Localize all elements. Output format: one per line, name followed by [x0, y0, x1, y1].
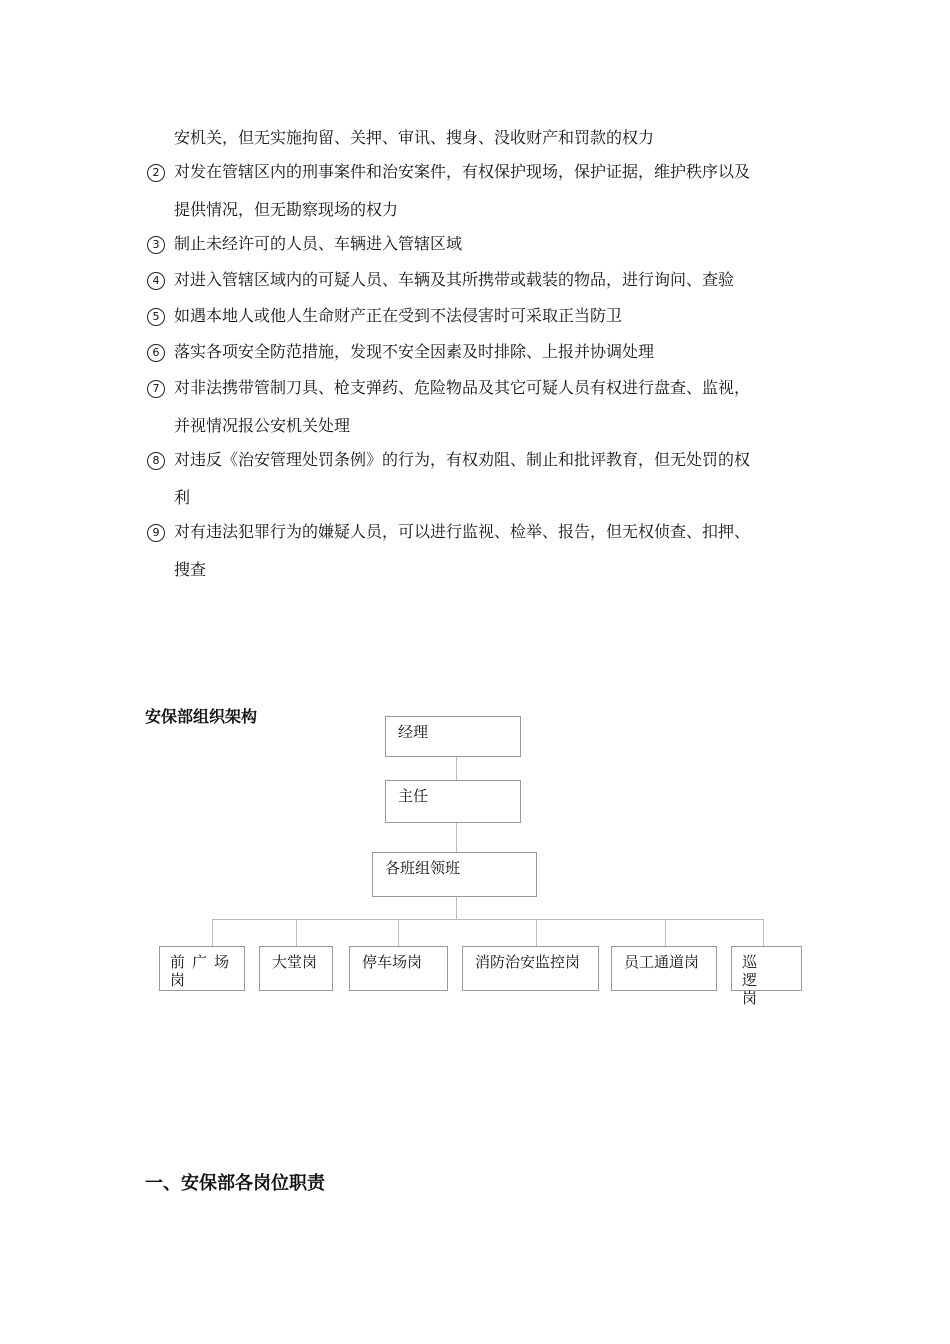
org-node-director: 主任 [385, 780, 521, 823]
org-node-lobby-post: 大堂岗 [259, 946, 333, 991]
list-item-text: 对发在管辖区内的刑事案件和治安案件，有权保护现场，保护证据，维护秩序以及 [174, 162, 751, 181]
connector-line [296, 919, 297, 946]
org-node-staff-passage-post: 员工通道岗 [611, 946, 717, 991]
connector-line [763, 919, 764, 946]
item-number: 7 [147, 380, 165, 398]
continuation-text: 安机关，但无实施拘留、关押、审讯、搜身、没收财产和罚款的权力 [174, 128, 655, 147]
org-node-parking-post: 停车场岗 [349, 946, 448, 991]
list-item-text: 利 [174, 488, 191, 507]
item-number: 4 [147, 272, 165, 290]
section-heading: 一、安保部各岗位职责 [145, 1173, 325, 1194]
connector-line [212, 919, 213, 946]
list-item-text: 落实各项安全防范措施，发现不安全因素及时排除、上报并协调处理 [174, 342, 655, 361]
org-node-team-leader: 各班组领班 [372, 852, 537, 897]
item-number: 2 [147, 164, 165, 182]
connector-line [456, 896, 457, 919]
list-item-text: 对违反《治安管理处罚条例》的行为，有权劝阻、制止和批评教育，但无处罚的权 [174, 450, 751, 469]
item-number: 3 [147, 236, 165, 254]
org-node-manager: 经理 [385, 716, 521, 757]
connector-line [536, 919, 537, 946]
list-item-text: 搜查 [174, 560, 207, 579]
list-item-text: 对有违法犯罪行为的嫌疑人员，可以进行监视、检举、报告，但无权侦查、扣押、 [174, 522, 751, 541]
item-number: 5 [147, 308, 165, 326]
connector-line [212, 919, 763, 920]
org-node-fire-security-monitoring-post: 消防治安监控岗 [462, 946, 599, 991]
org-node-front-plaza-post: 前广场岗 [159, 946, 245, 991]
list-item-text: 并视情况报公安机关处理 [174, 416, 351, 435]
list-item-text: 对非法携带管制刀具、枪支弹药、危险物品及其它可疑人员有权进行盘查、监视， [174, 378, 751, 397]
item-number: 9 [147, 524, 165, 542]
connector-line [398, 919, 399, 946]
item-number: 8 [147, 452, 165, 470]
org-chart-title: 安保部组织架构 [145, 707, 258, 726]
connector-line [456, 822, 457, 852]
connector-line [456, 756, 457, 780]
org-node-patrol-post: 巡逻岗 [731, 946, 802, 991]
connector-line [665, 919, 666, 946]
list-item-text: 对进入管辖区域内的可疑人员、车辆及其所携带或载装的物品，进行询问、查验 [174, 270, 735, 289]
list-item-text: 如遇本地人或他人生命财产正在受到不法侵害时可采取正当防卫 [174, 306, 623, 325]
item-number: 6 [147, 344, 165, 362]
list-item-text: 制止未经许可的人员、车辆进入管辖区域 [174, 234, 463, 253]
list-item-text: 提供情况，但无勘察现场的权力 [174, 200, 399, 219]
